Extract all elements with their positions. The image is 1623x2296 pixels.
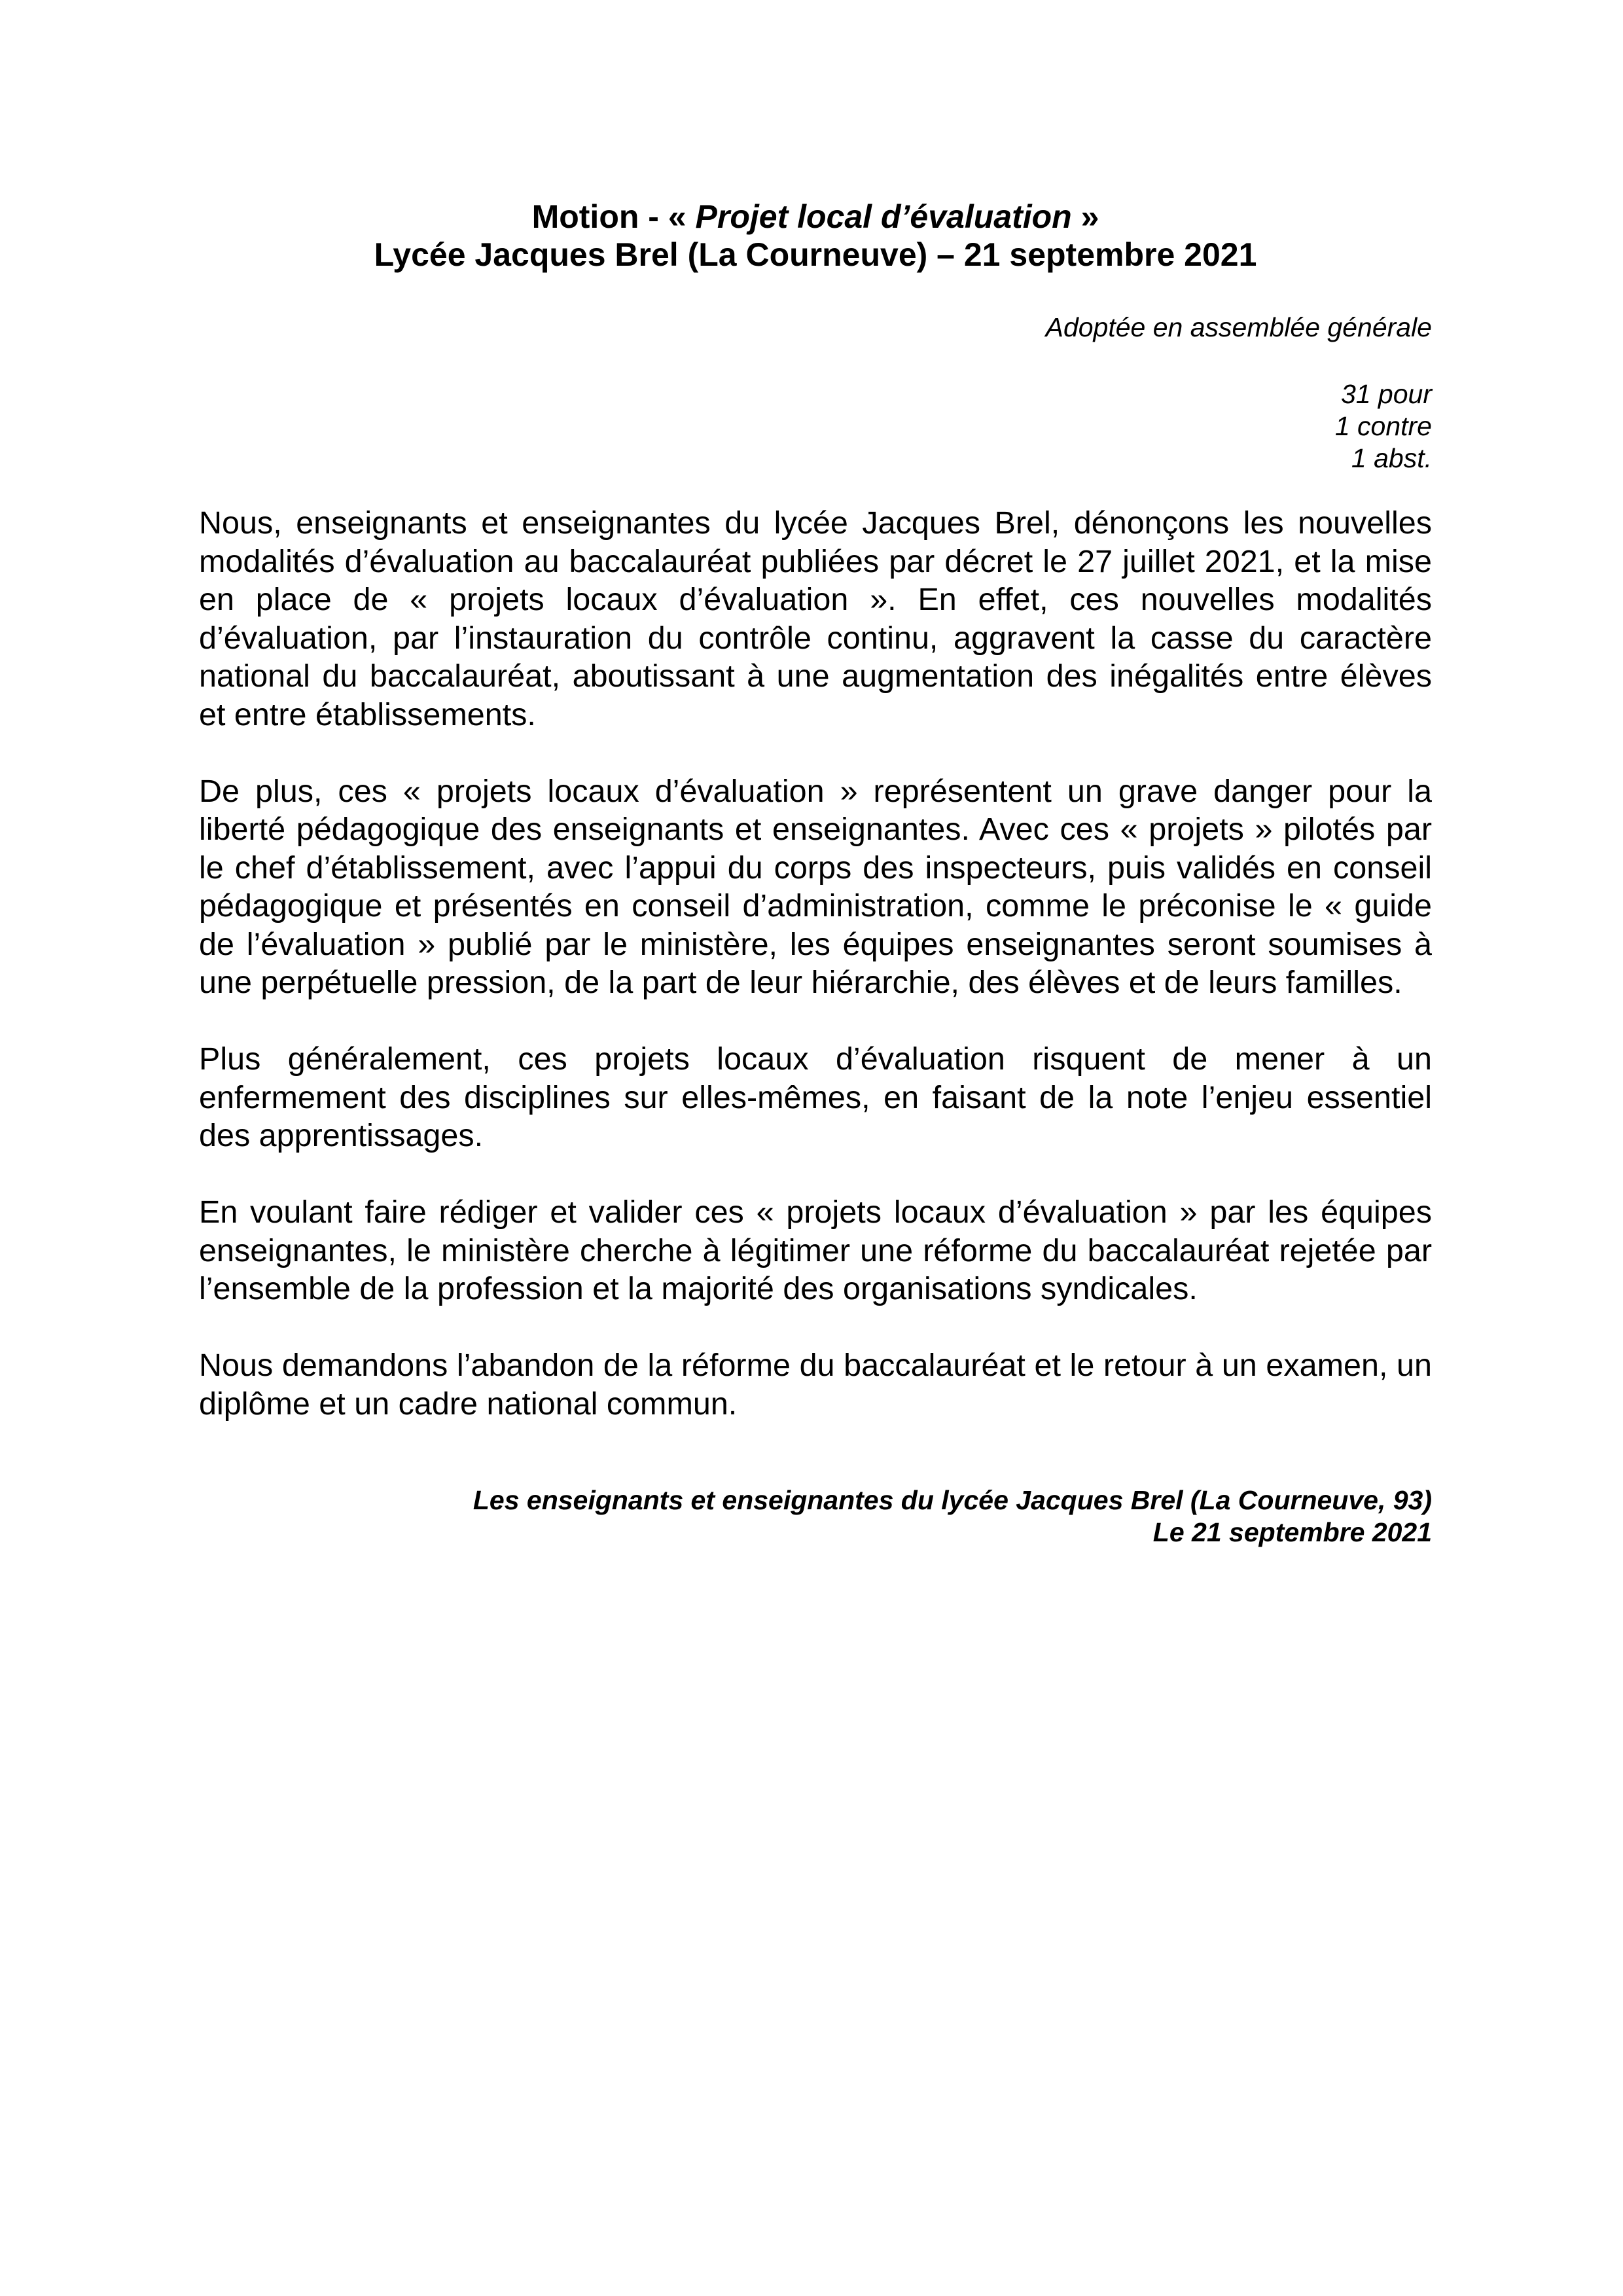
paragraph: Nous demandons l’abandon de la réforme du baccalauréat et le retour à un examen, un diplôme et un cadre national commun. <box>199 1348 1432 1422</box>
vote-results <box>199 378 1432 475</box>
votes-against: 1 contre <box>1334 411 1432 441</box>
signature-block <box>199 1484 1432 1549</box>
title-prefix: Motion - « <box>531 198 696 235</box>
title-suffix: » <box>1071 198 1099 235</box>
motion-body <box>199 504 1432 1462</box>
votes-abstention: 1 abst. <box>1351 443 1432 473</box>
paragraph: Nous, enseignants et enseignantes du lycée Jacques Brel, dénonçons les nouvelles modalités d’évaluation au baccalauréat publiées par décret le 27 juillet 2021, et la mise en place de « projets locaux d’évaluation ». En effet, ces nouvelles modalités d’évaluation, par l’instauration du contrôle continu, aggravent la casse du caractère national du baccalauréat, aboutissant à une augmentation des inégalités entre élèves et entre établissements. <box>199 505 1432 732</box>
signature-date: Le 21 septembre 2021 <box>1152 1517 1432 1547</box>
document-title-line2: Lycée Jacques Brel (La Courneuve) – 21 septembre 2021 <box>374 236 1257 273</box>
paragraph: En voulant faire rédiger et valider ces « projets locaux d’évaluation » par les équipes enseignantes, le ministère cherche à légitimer une réforme du baccalauréat rejetée par l’ensemble de la profession et la majorité des organisations syndicales. <box>199 1194 1432 1306</box>
title-italic: Projet local d’évaluation <box>695 198 1072 235</box>
document-title-line1 <box>199 198 1432 236</box>
votes-for: 31 pour <box>1340 379 1432 409</box>
paragraph: De plus, ces « projets locaux d’évaluation » représentent un grave danger pour la liberté pédagogique des enseignants et enseignantes. Avec ces « projets » pilotés par le chef d’établissement, avec l’appui du corps des inspecteurs, puis validés en conseil pédagogique et présentés en conseil d’administration, comme le préconise le « guide de l’évaluation » publié par le ministère, les équipes enseignantes seront soumises à une perpétuelle pression, de la part de leur hiérarchie, des élèves et de leurs familles. <box>199 773 1432 1000</box>
signature-authors: Les enseignants et enseignantes du lycée Jacques Brel (La Courneuve, 93) <box>473 1485 1432 1515</box>
paragraph: Plus généralement, ces projets locaux d’évaluation risquent de mener à un enfermement des disciplines sur elles-mêmes, en faisant de la note l’enjeu essentiel des apprentissages. <box>199 1041 1432 1153</box>
adoption-note: Adoptée en assemblée générale <box>1045 312 1432 342</box>
